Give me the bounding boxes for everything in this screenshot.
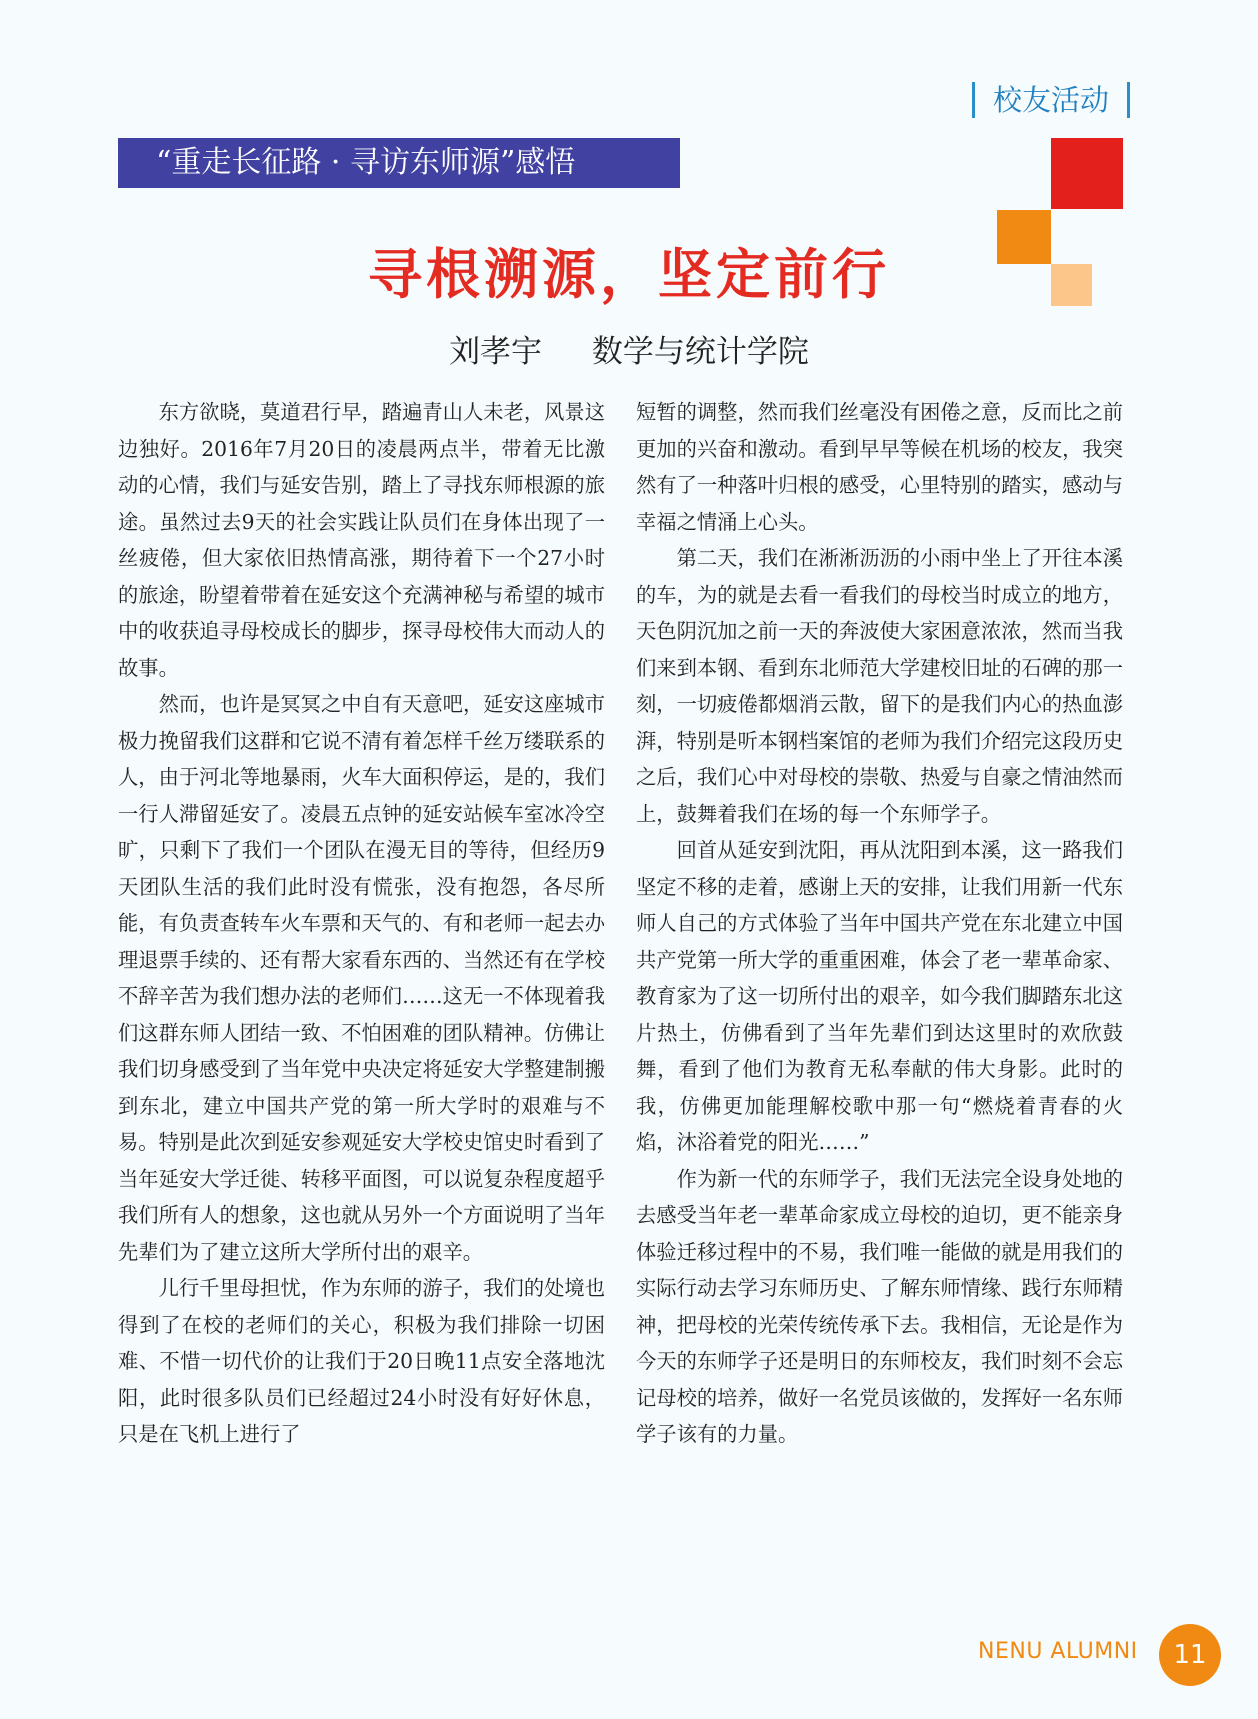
paragraph: 东方欲晓，莫道君行早，踏遍青山人未老，风景这边独好。2016年7月20日的凌晨两点半，带着无比激动的心情，我们与延安告别，踏上了寻找东师根源的旅途。虽然过去9天的社会实践让队员们在身体出现了一丝疲倦，但大家依旧热情高涨，期待着下一个27小时的旅途，盼望着带着在延安这个充满神秘与希望的城市中的收获追寻母校成长的脚步，探寻母校伟大而动人的故事。 [118, 400, 605, 680]
article-column-right [636, 394, 1123, 1453]
article-title: 寻根溯源，坚定前行 [368, 243, 890, 306]
article-column-left [118, 394, 605, 1453]
footer-brand: NENU ALUMNI [978, 1639, 1138, 1664]
section-tag: 校友活动 [972, 82, 1130, 118]
page-number-badge: 11 [1159, 1624, 1221, 1686]
paragraph: 然而，也许是冥冥之中自有天意吧，延安这座城市极力挽留我们这群和它说不清有着怎样千丝万缕联系的人，由于河北等地暴雨，火车大面积停运，是的，我们一行人滞留延安了。凌晨五点钟的延安站候车室冰冷空旷，只剩下了我们一个团队在漫无目的等待，但经历9天团队生活的我们此时没有慌张，没有抱怨，各尽所能，有负责查转车火车票和天气的、有和老师一起去办理退票手续的、还有帮大家看东西的、当然还有在学校不辞辛苦为我们想办法的老师们……这无一不体现着我们这群东师人团结一致、不怕困难的团队精神。仿佛让我们切身感受到了当年党中央决定将延安大学整建制搬到东北，建立中国共产党的第一所大学时的艰难与不易。特别是此次到延安参观延安大学校史馆史时看到了当年延安大学迁徙、转移平面图，可以说复杂程度超乎我们所有人的想象，这也就从另外一个方面说明了当年先辈们为了建立这所大学所付出的艰辛。 [118, 692, 605, 1264]
byline [0, 326, 1258, 371]
paragraph: 第二天，我们在淅淅沥沥的小雨中坐上了开往本溪的车，为的就是去看一看我们的母校当时成立的地方，天色阴沉加之前一天的奔波使大家困意浓浓，然而当我们来到本钢、看到东北师范大学建校旧址的石碑的那一刻，一切疲倦都烟消云散，留下的是我们内心的热血澎湃，特别是听本钢档案馆的老师为我们介绍完这段历史之后，我们心中对母校的崇敬、热爱与自豪之情油然而上，鼓舞着我们在场的每一个东师学子。 [636, 546, 1123, 826]
decorative-square-red [1051, 138, 1123, 209]
paragraph: 作为新一代的东师学子，我们无法完全设身处地的去感受当年老一辈革命家成立母校的迫切，更不能亲身体验迁移过程中的不易，我们唯一能做的就是用我们的实际行动去学习东师历史、了解东师情缘、践行东师精神，把母校的光荣传统传承下去。我相信，无论是作为今天的东师学子还是明日的东师校友，我们时刻不会忘记母校的培养，做好一名党员该做的，发挥好一名东师学子该有的力量。 [636, 1166, 1123, 1446]
column-banner: “重走长征路 · 寻访东师源”感悟 [118, 138, 680, 188]
author-name: 刘孝宇 [449, 334, 543, 370]
paragraph: 回首从延安到沈阳，再从沈阳到本溪，这一路我们坚定不移的走着，感谢上天的安排，让我们用新一代东师人自己的方式体验了当年中国共产党在东北建立中国共产党第一所大学的重重困难，体会了老一辈革命家、教育家为了这一切所付出的艰辛，如今我们脚踏东北这片热土，仿佛看到了当年先辈们到达这里时的欢欣鼓舞，看到了他们为教育无私奉献的伟大身影。此时的我，仿佛更加能理解校歌中那一句“燃烧着青春的火焰，沐浴着党的阳光……” [636, 838, 1123, 1154]
paragraph: 儿行千里母担忧，作为东师的游子，我们的处境也得到了在校的老师们的关心，积极为我们排除一切困难、不惜一切代价的让我们于20日晚11点安全落地沈阳，此时很多队员们已经超过24小时没有好好休息，只是在飞机上进行了 [118, 1276, 605, 1446]
paragraph: 短暂的调整，然而我们丝毫没有困倦之意，反而比之前更加的兴奋和激动。看到早早等候在机场的校友，我突然有了一种落叶归根的感受，心里特别的踏实，感动与幸福之情涌上心头。 [636, 400, 1123, 534]
author-department: 数学与统计学院 [591, 334, 809, 370]
